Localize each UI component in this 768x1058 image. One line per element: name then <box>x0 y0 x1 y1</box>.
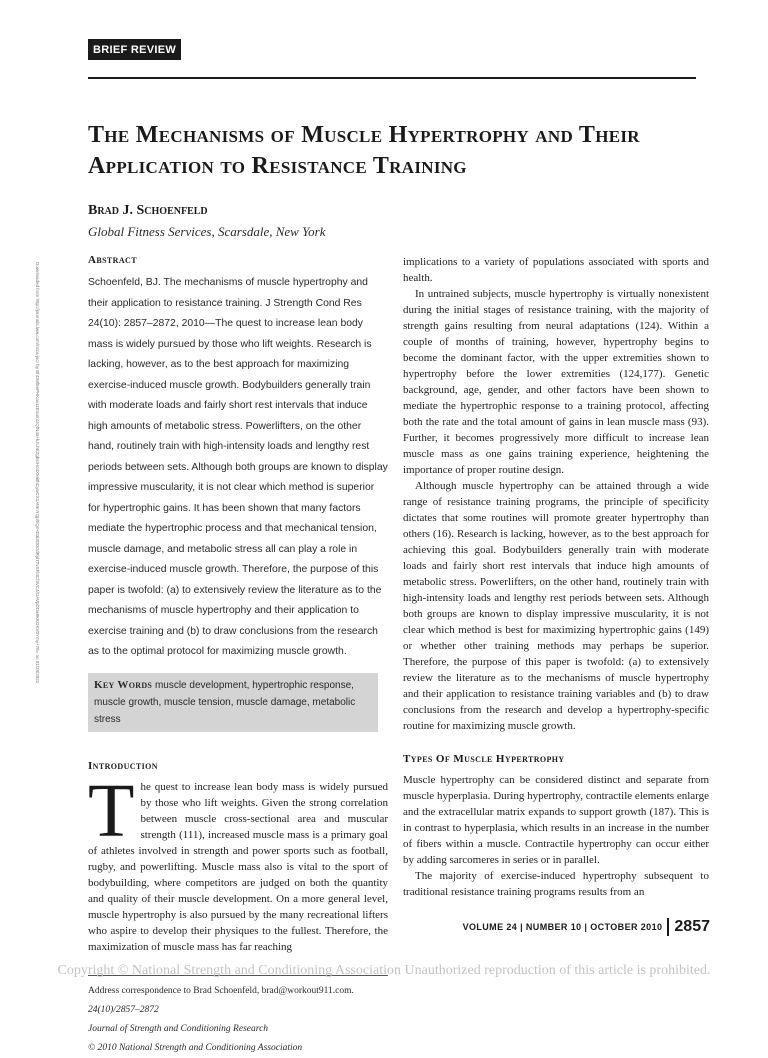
types-hypertrophy-heading: Types Of Muscle Hypertrophy <box>403 753 565 765</box>
copyright-watermark: Copyright © National Strength and Conditioning Association Unauthorized reproduction of this article is prohibited. <box>57 963 711 978</box>
drop-cap: T <box>88 768 135 853</box>
abstract-section <box>88 254 388 663</box>
author-name: Brad J. Schoenfeld <box>88 203 208 218</box>
abstract-text: Schoenfeld, BJ. The mechanisms of muscle hypertrophy and their application to resistance training. J Strength Cond Res 24(10): 2857–2872, 2010—The quest to increase lean body mass is widely pursued by those who lift weights. Research is lacking, however, as to the best approach for maximizing exercise-induced muscle growth. Bodybuilders generally train with moderate loads and fairly short rest intervals that induce high amounts of metabolic stress. Powerlifters, on the other hand, routinely train with high-intensity loads and lengthy rest periods between sets. Although both groups are known to display impressive muscularity, it is not clear which method is superior for hypertrophic gains. It has been shown that many factors mediate the hypertrophic process and that mechanical tension, muscle damage, and metabolic stress all can play a role in exercise-induced muscle growth. Therefore, the purpose of this paper is twofold: (a) to extensively review the literature as to the mechanisms of muscle hypertrophy and their application to exercise training and (b) to draw conclusions from the research as to the optimal protocol for maximizing muscle growth. <box>88 277 388 657</box>
brief-review-tag: BRIEF REVIEW <box>88 39 181 60</box>
introduction-paragraph <box>88 768 388 955</box>
copyright-line: © 2010 National Strength and Conditioning Association <box>88 1042 303 1053</box>
left-column <box>88 254 388 1058</box>
paragraph: The majority of exercise-induced hypertrophy subsequent to traditional resistance training programs results from an <box>403 870 709 898</box>
page-number: 2857 <box>674 918 710 935</box>
footnote <box>88 975 388 1058</box>
issue-info: VOLUME 24 | NUMBER 10 | OCTOBER 2010 <box>462 922 663 932</box>
paragraph: implications to a variety of populations associated with sports and health. <box>403 256 709 284</box>
author-affiliation: Global Fitness Services, Scarsdale, New York <box>88 224 326 239</box>
journal-name: Journal of Strength and Conditioning Research <box>88 1023 269 1034</box>
paragraph: In untrained subjects, muscle hypertrophy is virtually nonexistent during the initial stages of resistance training, with the majority of strength gains resulting from neural adaptations (124). Within a couple of months of training, however, hypertrophy begins to become the dominant factor, with the upper extremities shown to hypertrophy before the lower extremities (124,177). Genetic background, age, gender, and other factors have been shown to mediate the hypertrophic response to a training protocol, affecting both the rate and the total amount of gains in lean muscle mass (93). Further, it becomes progressively more difficult to increase lean muscle mass as one gains training experience, heightening the importance of proper routine design. <box>403 288 709 476</box>
header-rule <box>88 77 696 79</box>
paragraph: Muscle hypertrophy can be considered distinct and separate from muscle hyperplasia. During hypertrophy, contractile elements enlarge and the extracellular matrix expands to support growth (187). This is in contrast to hyperplasia, which results in an increase in the number of fibers within a muscle. Contractile hypertrophy can occur either by adding sarcomeres in series or in parallel. <box>403 774 709 866</box>
introduction-heading: Introduction <box>88 759 158 772</box>
folio-divider <box>667 918 669 936</box>
citation-line: 24(10)/2857–2872 <box>88 1004 159 1015</box>
download-notice: Downloaded from http://journals.lww.com/nsca-jscr by BhDMf5ePHKav1zEoum1tQfN4a+kJLhEZgbsIHo4XMi0hCywCX1AWnYQp/IlQrHD3i3D0OdRyi7TvSFl4Cf3VC4/OAVpDDa8KKGKV0Ymy+78= on 01/29/2022 <box>35 262 40 684</box>
key-words-text: muscle development, hypertrophic response, muscle growth, muscle tension, muscle damage, metabolic stress <box>94 679 356 725</box>
right-column <box>403 254 709 900</box>
paragraph: Although muscle hypertrophy can be attained through a wide range of resistance training programs, the principle of specificity dictates that some routines will promote greater hypertrophy than others (16). Research is lacking, however, as to the best approach for achieving this goal. Bodybuilders generally train with moderate loads and fairly short rest intervals that induce high amounts of metabolic stress. Powerlifters, on the other hand, routinely train with high-intensity loads and lengthy rest periods between sets. Although both groups are known to display impressive muscularity, it is not clear which method is best for maximizing hypertrophic gains (149) or whether other training methods may perhaps be superior. Therefore, the purpose of this paper is twofold: (a) to extensively review the literature as to the mechanisms of muscle hypertrophy and their application to resistance training variables and (b) to draw conclusions from the research and develop a hypertrophy-specific routine for maximizing muscle growth. <box>403 480 709 732</box>
introduction-text: he quest to increase lean body mass is widely pursued by those who lift weights. Given the strong correlation between muscle cross-sectional area and muscular strength (111), increased muscle mass is a primary goal of athletes involved in strength and power sports such as football, rugby, and powerlifting. Muscle mass also is vital to the sport of bodybuilding, where competitors are judged on both the quantity and quality of their muscle development. On a more general level, muscle hypertrophy is also pursued by the many recreational lifters who aspire to develop their physiques to the fullest. Therefore, the maximization of muscle mass has far reaching <box>88 780 388 953</box>
introduction-section <box>88 760 388 955</box>
article-title: The Mechanisms of Muscle Hypertrophy and Their Application to Resistance Training <box>88 122 640 179</box>
key-words-box <box>88 673 378 732</box>
key-words-label: Key Words <box>94 678 153 691</box>
correspondence-line: Address correspondence to Brad Schoenfeld, brad@workout911.com. <box>88 985 354 996</box>
page-folio <box>463 918 710 936</box>
abstract-heading: Abstract <box>88 254 137 266</box>
download-sidebar <box>32 262 42 722</box>
